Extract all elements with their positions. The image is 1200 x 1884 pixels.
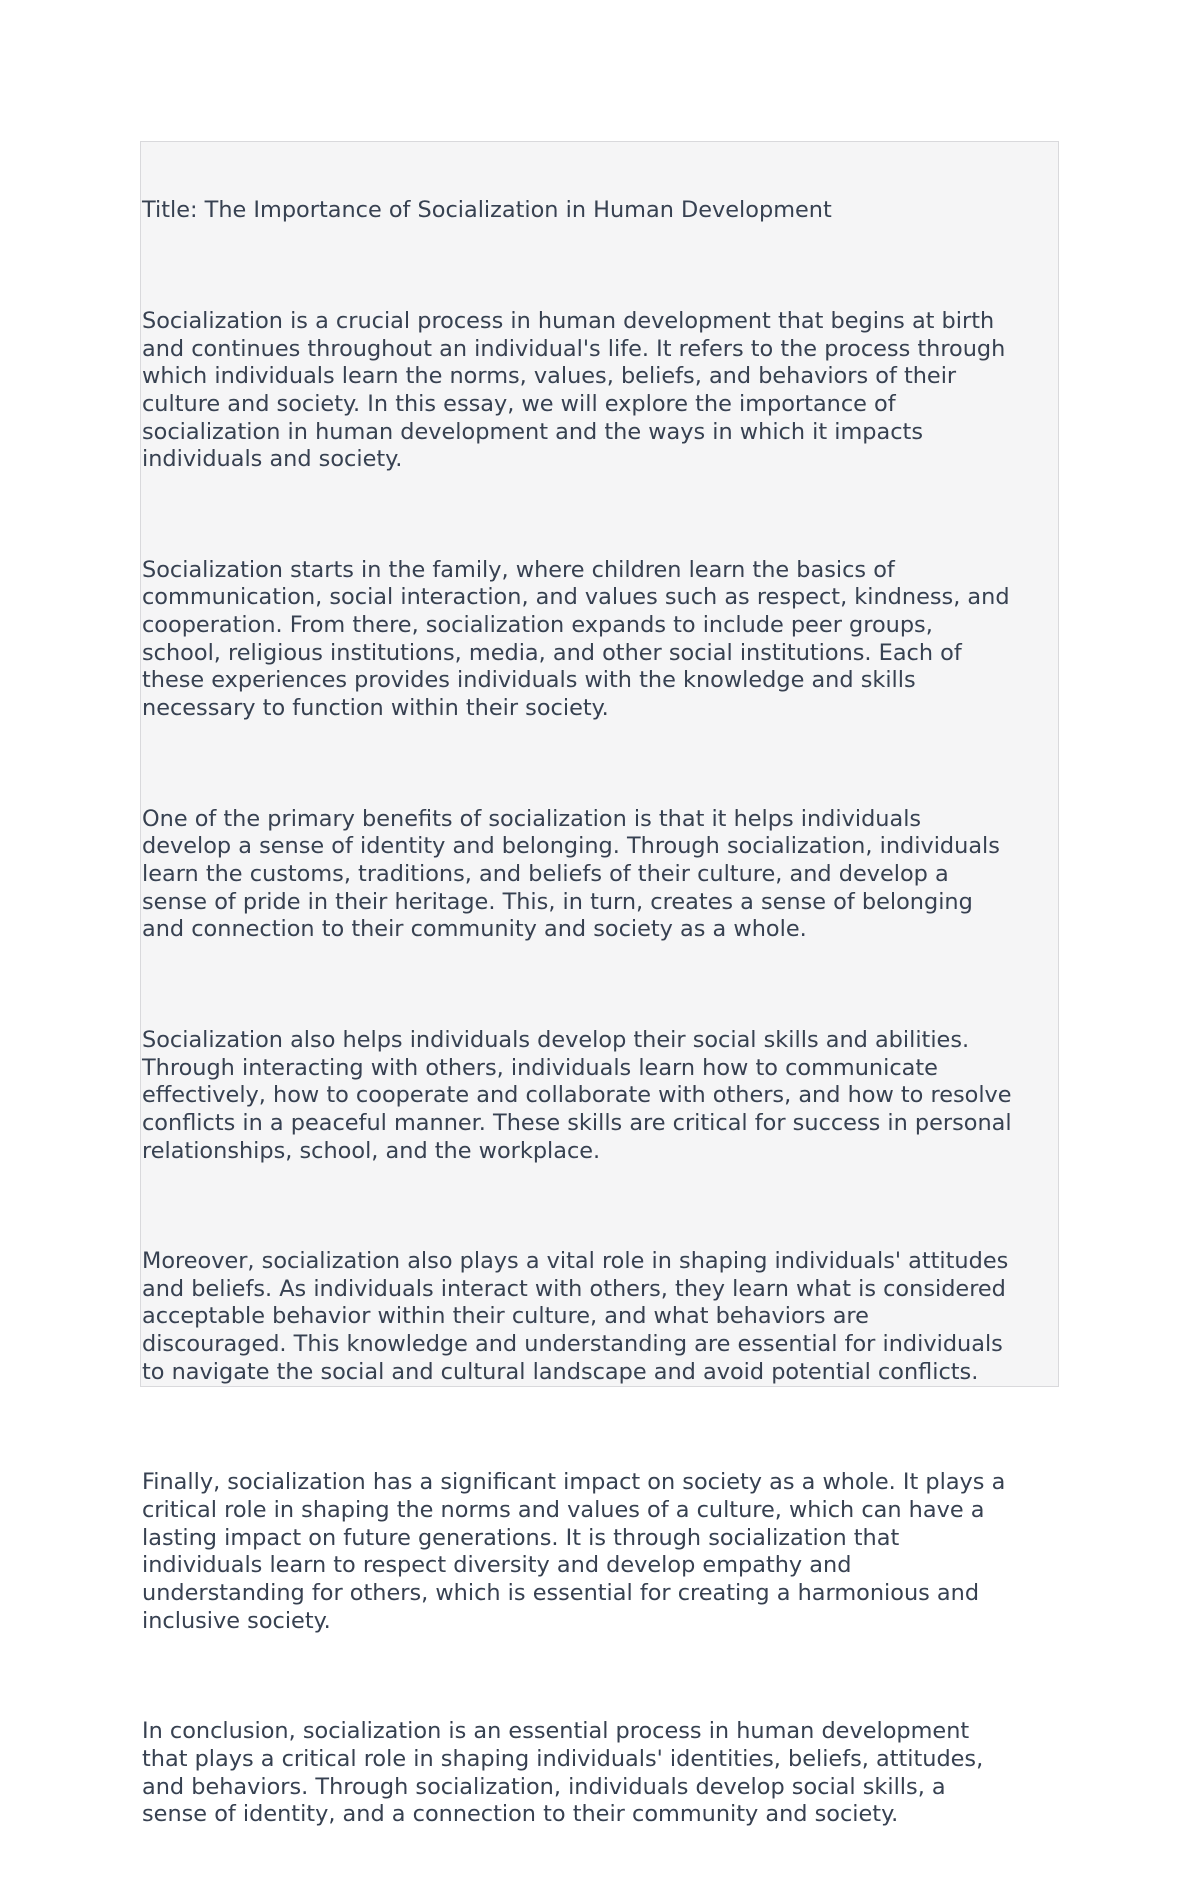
essay-content [142, 142, 1059, 1884]
essay-paragraph-2: Socialization starts in the family, where children learn the basics of communication, social interaction, and values such as respect, kindness, and cooperation. From there, socialization expands to include peer groups, school, religious institutions, media, and other social institutions. Each of these experiences provides individuals with the knowledge and skills necessary to function within their society. [142, 556, 1010, 722]
essay-paragraph-6: Finally, socialization has a significant impact on society as a whole. It plays a critical role in shaping the norms and values of a culture, which can have a lasting impact on future generations. It is through socialization that individuals learn to respect diversity and develop empathy and understanding for others, which is essential for creating a harmonious and inclusive society. [142, 1469, 1006, 1634]
essay-paragraph-3: One of the primary benefits of socialization is that it helps individuals develop a sense of identity and belonging. Through socialization, individuals learn the customs, traditions, and beliefs of their culture, and develop a sense of pride in their heritage. This, in turn, creates a sense of belonging and connection to their community and society as a whole. [142, 805, 1000, 943]
essay-paragraph-5: Moreover, socialization also plays a vital role in shaping individuals' attitudes and beliefs. As individuals interact with others, they learn what is considered acceptable behavior within their culture, and what behaviors are discouraged. This knowledge and understanding are essential for individuals to navigate the social and cultural landscape and avoid potential conflicts. [142, 1248, 1009, 1385]
essay-paragraph-1: Socialization is a crucial process in human development that begins at birth and continues throughout an individual's life. It refers to the process through which individuals learn the norms, values, beliefs, and behaviors of their culture and society. In this essay, we will explore the importance of socialization in human development and the ways in which it impacts individuals and society. [142, 307, 1006, 473]
essay-paragraph-4: Socialization also helps individuals develop their social skills and abilities. Through interacting with others, individuals learn how to communicate effectively, how to cooperate and collaborate with others, and how to resolve conflicts in a peaceful manner. These skills are critical for success in personal relationships, school, and the workplace. [142, 1026, 1012, 1164]
essay-text-box [140, 141, 1059, 1828]
essay-title: Title: The Importance of Socialization in Human Development [142, 197, 832, 224]
essay-paragraph-7: In conclusion, socialization is an essential process in human development that plays a critical role in shaping individuals' identities, beliefs, attitudes, and behaviors. Through socialization, individuals develop social skills, a sense of identity, and a connection to their community and society. [142, 1718, 984, 1828]
